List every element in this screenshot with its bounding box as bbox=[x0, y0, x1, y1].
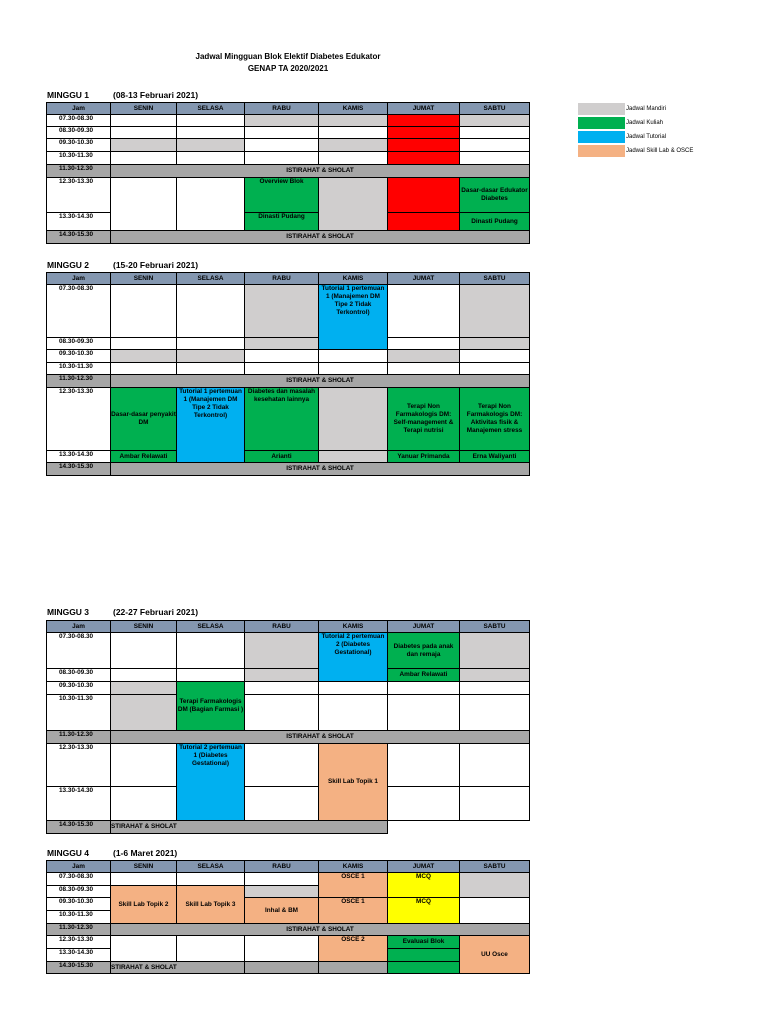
cell-mandiri bbox=[245, 669, 319, 682]
time-cell: 13.30-14.30 bbox=[47, 451, 111, 463]
col-header-jumat: JUMAT bbox=[388, 621, 460, 633]
table-row bbox=[47, 127, 530, 139]
table-row bbox=[47, 669, 530, 682]
legend-item bbox=[578, 144, 693, 158]
cell-mandiri bbox=[111, 139, 177, 152]
cell-mandiri bbox=[319, 451, 388, 463]
cell-empty bbox=[177, 936, 245, 962]
event-tutorial: Tutorial 2 pertemuan 1 (Diabetes Gestational) bbox=[177, 744, 245, 821]
col-header-kamis: KAMIS bbox=[319, 273, 388, 285]
cell-empty bbox=[245, 936, 319, 962]
week-3-dates: (22-27 Februari 2021) bbox=[113, 607, 199, 617]
cell-empty bbox=[388, 787, 460, 821]
time-cell: 09.30-10.30 bbox=[47, 139, 111, 152]
event-lecturer: Ambar Relawati bbox=[388, 669, 460, 682]
break-cell: STIRAHAT & SHOLAT bbox=[111, 962, 245, 974]
table-row bbox=[47, 873, 530, 886]
event-dasar-penyakit-dm: Dasar-dasar penyakit DM bbox=[111, 388, 177, 451]
time-cell: 12.30-13.30 bbox=[47, 178, 111, 213]
event-diabetes-masalah: Diabetes dan masalah kesehatan lainnya bbox=[245, 388, 319, 451]
event-tutorial: Tutorial 1 pertemuan 1 (Manajemen DM Tipe 2 Tidak Terkontrol) bbox=[177, 388, 245, 463]
legend-item bbox=[578, 130, 693, 144]
break-row bbox=[47, 165, 530, 178]
col-header-rabu: RABU bbox=[245, 103, 319, 115]
time-cell: 08.30-09.30 bbox=[47, 669, 111, 682]
time-cell: 14.30-15.30 bbox=[47, 463, 111, 476]
table-row bbox=[47, 787, 530, 821]
col-header-kamis: KAMIS bbox=[319, 861, 388, 873]
cell-empty bbox=[177, 178, 245, 231]
cell-mandiri bbox=[111, 682, 177, 695]
cell-red-block bbox=[388, 152, 460, 165]
event-osce: OSCE 1 bbox=[319, 898, 388, 924]
cell-empty bbox=[111, 127, 177, 139]
break-row bbox=[47, 731, 530, 744]
table-header-row bbox=[47, 861, 530, 873]
col-header-selasa: SELASA bbox=[177, 273, 245, 285]
legend bbox=[578, 102, 693, 158]
cell-empty bbox=[388, 285, 460, 338]
cell-empty bbox=[460, 695, 530, 731]
col-header-selasa: SELASA bbox=[177, 621, 245, 633]
cell-empty bbox=[460, 898, 530, 924]
cell-empty bbox=[177, 338, 245, 350]
table-row bbox=[47, 139, 530, 152]
event-lecturer: Yanuar Primanda bbox=[388, 451, 460, 463]
event-diabetes-anak: Diabetes pada anak dan remaja bbox=[388, 633, 460, 669]
table-row bbox=[47, 152, 530, 165]
legend-item bbox=[578, 116, 693, 130]
week-3-label: MINGGU 3 bbox=[47, 607, 90, 617]
col-header-jam: Jam bbox=[47, 273, 111, 285]
time-cell: 10.30-11.30 bbox=[47, 695, 111, 731]
cell-empty bbox=[460, 787, 530, 821]
cell-empty bbox=[111, 936, 177, 962]
cell-empty bbox=[245, 127, 319, 139]
break-row bbox=[47, 924, 530, 936]
cell-empty bbox=[245, 139, 319, 152]
event-skill-lab: Skill Lab Topik 3 bbox=[177, 886, 245, 924]
col-header-sabtu: SABTU bbox=[460, 273, 530, 285]
time-cell: 14.30-15.30 bbox=[47, 231, 111, 244]
cell-mandiri bbox=[460, 338, 530, 350]
time-cell: 07.30-08.30 bbox=[47, 115, 111, 127]
cell-mandiri bbox=[319, 115, 388, 127]
cell-mandiri bbox=[111, 350, 177, 363]
time-cell: 12.30-13.30 bbox=[47, 936, 111, 949]
cell-empty bbox=[177, 115, 245, 127]
week-1-label: MINGGU 1 bbox=[47, 90, 90, 100]
cell-mandiri bbox=[388, 350, 460, 363]
document-title: Jadwal Mingguan Blok Elektif Diabetes Edukator bbox=[195, 52, 381, 61]
event-overview-blok: Overview Blok bbox=[245, 178, 319, 213]
time-cell: 14.30-15.30 bbox=[47, 821, 111, 834]
table-header-row bbox=[47, 103, 530, 115]
break-cell: ISTIRAHAT & SHOLAT bbox=[111, 463, 530, 476]
time-cell: 12.30-13.30 bbox=[47, 744, 111, 787]
cell-blank bbox=[460, 821, 530, 834]
legend-label: Jadwal Skill Lab & OSCE bbox=[626, 148, 694, 154]
event-osce: OSCE 2 bbox=[319, 936, 388, 962]
event-lecturer: Arianti bbox=[245, 451, 319, 463]
col-header-jumat: JUMAT bbox=[388, 273, 460, 285]
week-4-label: MINGGU 4 bbox=[47, 848, 90, 858]
cell-break-gray bbox=[319, 962, 388, 974]
cell-empty bbox=[111, 115, 177, 127]
cell-empty bbox=[177, 127, 245, 139]
time-cell: 12.30-13.30 bbox=[47, 388, 111, 451]
cell-empty bbox=[319, 350, 388, 363]
event-osce: OSCE 1 bbox=[319, 873, 388, 898]
legend-swatch bbox=[578, 103, 625, 115]
cell-empty bbox=[319, 127, 388, 139]
week-4-table bbox=[46, 860, 530, 974]
cell-empty bbox=[177, 285, 245, 338]
cell-empty bbox=[245, 350, 319, 363]
table-row bbox=[47, 388, 530, 451]
time-cell: 11.30-12.30 bbox=[47, 924, 111, 936]
cell-empty bbox=[111, 787, 177, 821]
legend-swatch bbox=[578, 117, 625, 129]
time-cell: 11.30-12.30 bbox=[47, 165, 111, 178]
cell-empty bbox=[111, 744, 177, 787]
col-header-sabtu: SABTU bbox=[460, 103, 530, 115]
cell-empty bbox=[388, 682, 460, 695]
table-row bbox=[47, 285, 530, 338]
col-header-jam: Jam bbox=[47, 103, 111, 115]
week-1-table bbox=[46, 102, 530, 244]
cell-mandiri bbox=[245, 886, 319, 898]
legend-swatch bbox=[578, 145, 625, 157]
legend-label: Jadwal Tutorial bbox=[626, 134, 667, 140]
cell-mandiri bbox=[177, 139, 245, 152]
time-cell: 07.30-08.30 bbox=[47, 285, 111, 338]
cell-mandiri bbox=[460, 669, 530, 682]
cell-empty bbox=[245, 363, 319, 375]
time-cell: 09.30-10.30 bbox=[47, 350, 111, 363]
cell-empty bbox=[111, 633, 177, 669]
table-row bbox=[47, 350, 530, 363]
cell-empty bbox=[460, 682, 530, 695]
time-cell: 11.30-12.30 bbox=[47, 731, 111, 744]
cell-break-gray bbox=[245, 962, 319, 974]
cell-mandiri bbox=[245, 285, 319, 338]
cell-empty bbox=[388, 338, 460, 350]
legend-label: Jadwal Kuliah bbox=[626, 120, 664, 126]
table-row bbox=[47, 744, 530, 787]
table-row bbox=[47, 363, 530, 375]
cell-empty bbox=[111, 338, 177, 350]
break-cell: ISTIRAHAT & SHOLAT bbox=[111, 165, 530, 178]
col-header-sabtu: SABTU bbox=[460, 861, 530, 873]
col-header-senin: SENIN bbox=[111, 861, 177, 873]
col-header-rabu: RABU bbox=[245, 273, 319, 285]
event-lecturer: Ambar Relawati bbox=[111, 451, 177, 463]
cell-red-block bbox=[388, 213, 460, 231]
cell-blank bbox=[388, 821, 460, 834]
table-row bbox=[47, 178, 530, 213]
cell-empty bbox=[319, 682, 388, 695]
cell-empty bbox=[245, 873, 319, 886]
cell-empty bbox=[388, 363, 460, 375]
cell-mandiri bbox=[319, 139, 388, 152]
cell-mandiri bbox=[177, 350, 245, 363]
cell-empty bbox=[111, 363, 177, 375]
cell-empty bbox=[111, 152, 177, 165]
document-subtitle: GENAP TA 2020/2021 bbox=[247, 64, 329, 73]
time-cell: 09.30-10.30 bbox=[47, 682, 111, 695]
break-row bbox=[47, 962, 530, 974]
break-cell: ISTIRAHAT & SHOLAT bbox=[111, 924, 530, 936]
cell-empty bbox=[245, 744, 319, 787]
cell-empty bbox=[460, 127, 530, 139]
event-uu-osce: UU Osce bbox=[460, 936, 530, 974]
event-skill-lab: Skill Lab Topik 2 bbox=[111, 886, 177, 924]
cell-empty bbox=[177, 873, 245, 886]
cell-empty bbox=[111, 285, 177, 338]
time-cell: 10.30-11.30 bbox=[47, 363, 111, 375]
break-cell: ISTIRAHAT & SHOLAT bbox=[111, 231, 530, 244]
cell-red-block bbox=[388, 139, 460, 152]
time-cell: 11.30-12.30 bbox=[47, 375, 111, 388]
break-cell: ISTIRAHAT & SHOLAT bbox=[111, 375, 530, 388]
cell-kuliah bbox=[388, 949, 460, 962]
break-row bbox=[47, 463, 530, 476]
cell-mandiri bbox=[319, 178, 388, 231]
event-tutorial: Tutorial 1 pertemuan 1 (Manajemen DM Tipe 2 Tidak Terkontrol) bbox=[319, 285, 388, 350]
event-lecturer: Dinasti Pudang bbox=[245, 213, 319, 231]
cell-empty bbox=[319, 695, 388, 731]
cell-empty bbox=[388, 744, 460, 787]
col-header-senin: SENIN bbox=[111, 273, 177, 285]
cell-mandiri bbox=[460, 285, 530, 338]
cell-empty bbox=[460, 139, 530, 152]
col-header-jumat: JUMAT bbox=[388, 861, 460, 873]
cell-mandiri bbox=[460, 115, 530, 127]
time-cell: 13.30-14.30 bbox=[47, 949, 111, 962]
cell-red-block bbox=[388, 115, 460, 127]
event-evaluasi-blok: Evaluasi Blok bbox=[388, 936, 460, 949]
time-cell: 13.30-14.30 bbox=[47, 213, 111, 231]
col-header-jam: Jam bbox=[47, 621, 111, 633]
cell-red-block bbox=[388, 127, 460, 139]
cell-mandiri bbox=[245, 633, 319, 669]
week-2-label: MINGGU 2 bbox=[47, 260, 90, 270]
time-cell: 07.30-08.30 bbox=[47, 633, 111, 669]
col-header-jumat: JUMAT bbox=[388, 103, 460, 115]
cell-empty bbox=[245, 152, 319, 165]
col-header-sabtu: SABTU bbox=[460, 621, 530, 633]
week-4-dates: (1-6 Maret 2021) bbox=[113, 848, 178, 858]
cell-empty bbox=[177, 363, 245, 375]
cell-empty bbox=[319, 363, 388, 375]
cell-empty bbox=[177, 669, 245, 682]
col-header-rabu: RABU bbox=[245, 861, 319, 873]
cell-empty bbox=[111, 178, 177, 231]
time-cell: 08.30-09.30 bbox=[47, 127, 111, 139]
week-2-dates: (15-20 Februari 2021) bbox=[113, 260, 199, 270]
time-cell: 09.30-10.30 bbox=[47, 898, 111, 911]
week-2-table bbox=[46, 272, 530, 476]
cell-empty bbox=[177, 633, 245, 669]
table-header-row bbox=[47, 273, 530, 285]
break-row bbox=[47, 821, 530, 834]
event-lecturer: Dinasti Pudang bbox=[460, 213, 530, 231]
week-3-table bbox=[46, 620, 530, 834]
cell-mandiri bbox=[245, 115, 319, 127]
event-terapi-farmakologis: Terapi Farmakologis DM (Bagian Farmasi ) bbox=[177, 682, 245, 731]
event-dasar-edukator: Dasar-dasar Edukator Diabetes bbox=[460, 178, 530, 213]
cell-empty bbox=[460, 152, 530, 165]
col-header-jam: Jam bbox=[47, 861, 111, 873]
cell-empty bbox=[111, 873, 177, 886]
time-cell: 14.30-15.30 bbox=[47, 962, 111, 974]
table-header-row bbox=[47, 621, 530, 633]
col-header-kamis: KAMIS bbox=[319, 621, 388, 633]
cell-empty bbox=[245, 787, 319, 821]
break-row bbox=[47, 375, 530, 388]
cell-empty bbox=[460, 350, 530, 363]
table-row bbox=[47, 695, 530, 731]
col-header-selasa: SELASA bbox=[177, 861, 245, 873]
cell-empty bbox=[177, 152, 245, 165]
time-cell: 08.30-09.30 bbox=[47, 886, 111, 898]
cell-empty bbox=[245, 695, 319, 731]
table-row bbox=[47, 682, 530, 695]
legend-swatch bbox=[578, 131, 625, 143]
cell-mandiri bbox=[460, 633, 530, 669]
time-cell: 10.30-11.30 bbox=[47, 152, 111, 165]
cell-mandiri bbox=[319, 388, 388, 451]
col-header-senin: SENIN bbox=[111, 103, 177, 115]
cell-mandiri bbox=[460, 873, 530, 898]
event-mcq: MCQ bbox=[388, 898, 460, 924]
break-cell: ISTIRAHAT & SHOLAT bbox=[111, 731, 530, 744]
table-row bbox=[47, 451, 530, 463]
cell-empty bbox=[388, 695, 460, 731]
cell-empty bbox=[319, 152, 388, 165]
legend-item bbox=[578, 102, 693, 116]
cell-mandiri bbox=[245, 338, 319, 350]
cell-red-block bbox=[388, 178, 460, 213]
legend-label: Jadwal Mandiri bbox=[626, 106, 667, 112]
cell-kuliah bbox=[388, 962, 460, 974]
cell-mandiri bbox=[111, 695, 177, 731]
break-row bbox=[47, 231, 530, 244]
event-tutorial: Tutorial 2 pertemuan 2 (Diabetes Gestational) bbox=[319, 633, 388, 682]
time-cell: 10.30-11.30 bbox=[47, 911, 111, 924]
event-mcq: MCQ bbox=[388, 873, 460, 898]
event-inhal-bm: Inhal & BM bbox=[245, 898, 319, 924]
table-row bbox=[47, 338, 530, 350]
event-lecturer: Erna Waliyanti bbox=[460, 451, 530, 463]
col-header-senin: SENIN bbox=[111, 621, 177, 633]
event-terapi-non-farmakologis: Terapi Non Farmakologis DM: Aktivitas fisik & Manajemen stress bbox=[460, 388, 530, 451]
event-skill-lab: Skill Lab Topik 1 bbox=[319, 744, 388, 821]
cell-empty bbox=[460, 363, 530, 375]
cell-empty bbox=[245, 682, 319, 695]
time-cell: 07.30-08.30 bbox=[47, 873, 111, 886]
table-row bbox=[47, 936, 530, 949]
time-cell: 13.30-14.30 bbox=[47, 787, 111, 821]
table-row bbox=[47, 115, 530, 127]
cell-empty bbox=[111, 669, 177, 682]
table-row bbox=[47, 633, 530, 669]
col-header-rabu: RABU bbox=[245, 621, 319, 633]
col-header-kamis: KAMIS bbox=[319, 103, 388, 115]
col-header-selasa: SELASA bbox=[177, 103, 245, 115]
time-cell: 08.30-09.30 bbox=[47, 338, 111, 350]
break-cell: STIRAHAT & SHOLAT bbox=[111, 821, 388, 834]
week-1-dates: (08-13 Februari 2021) bbox=[113, 90, 199, 100]
cell-empty bbox=[460, 744, 530, 787]
event-terapi-non-farmakologis: Terapi Non Farmakologis DM: Self-management & Terapi nutrisi bbox=[388, 388, 460, 451]
